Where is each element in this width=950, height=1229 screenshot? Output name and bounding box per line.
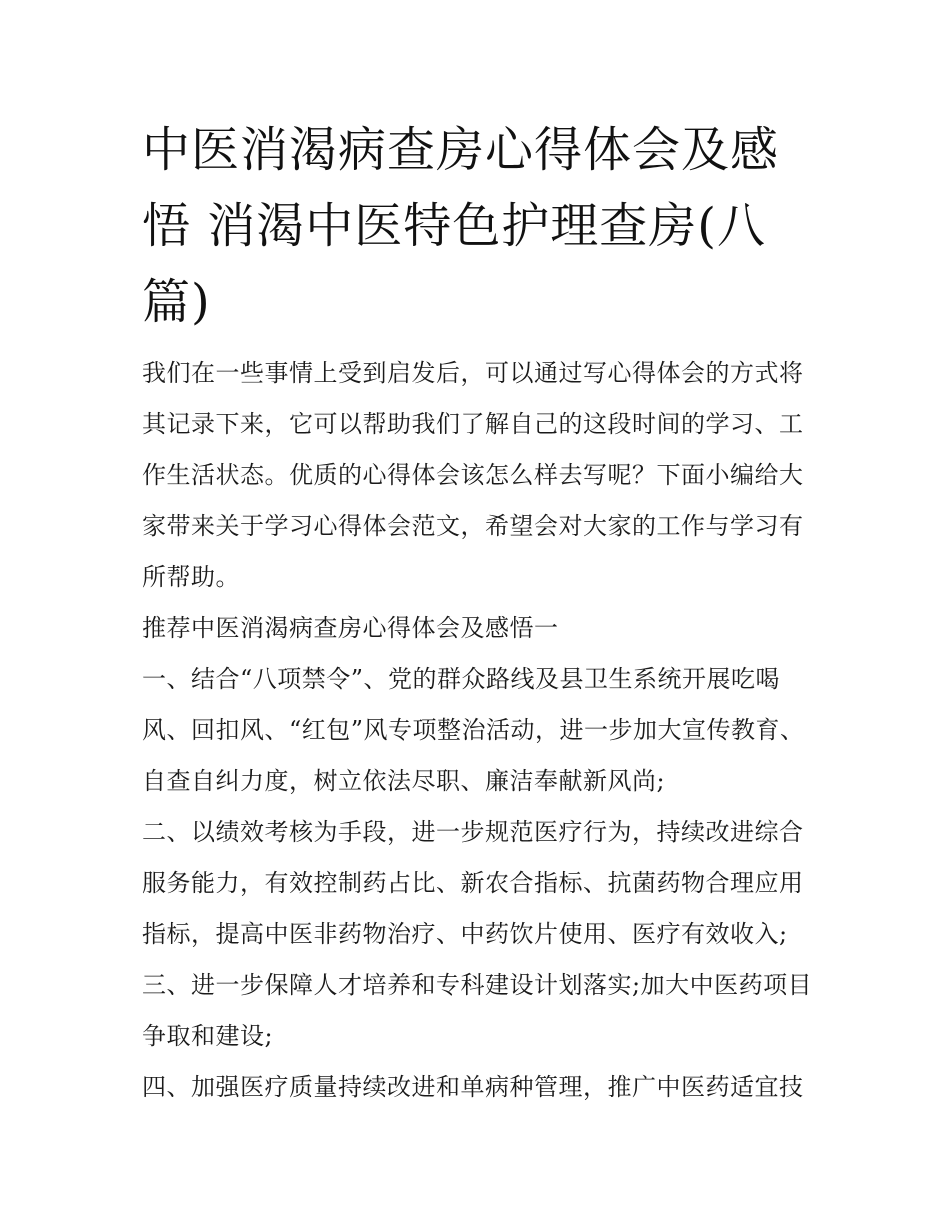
document-content — [142, 112, 817, 1113]
document-title: 中医消渴病查房心得体会及感悟 消渴中医特色护理查房(八篇) — [142, 122, 780, 330]
list-item-3: 三、进一步保障人才培养和专科建设计划落实;加大中医药项目争取和建设; — [142, 971, 813, 1050]
list-item-2: 二、以绩效考核为手段，进一步规范医疗行为，持续改进综合服务能力，有效控制药占比、新农合指标、抗菌药物合理应用指标，提高中医非药物治疗、中药饮片使用、医疗有效收入; — [142, 818, 804, 948]
document-body — [142, 348, 817, 1113]
section-heading: 推荐中医消渴病查房心得体会及感悟一 — [142, 614, 559, 642]
list-item-1: 一、结合“八项禁令”、党的群众路线及县卫生系统开展吃喝风、回扣风、“红包”风专项整治活动，进一步加大宣传教育、自查自纠力度，树立依法尽职、廉洁奉献新风尚; — [142, 665, 805, 795]
list-item-4: 四、加强医疗质量持续改进和单病种管理，推广中医药适宜技 — [142, 1073, 804, 1101]
intro-paragraph: 我们在一些事情上受到启发后，可以通过写心得体会的方式将其记录下来，它可以帮助我们了解自己的这段时间的学习、工作生活状态。优质的心得体会该怎么样去写呢？下面小编给大家带来关于学习心得体会范文，希望会对大家的工作与学习有所帮助。 — [142, 359, 804, 591]
